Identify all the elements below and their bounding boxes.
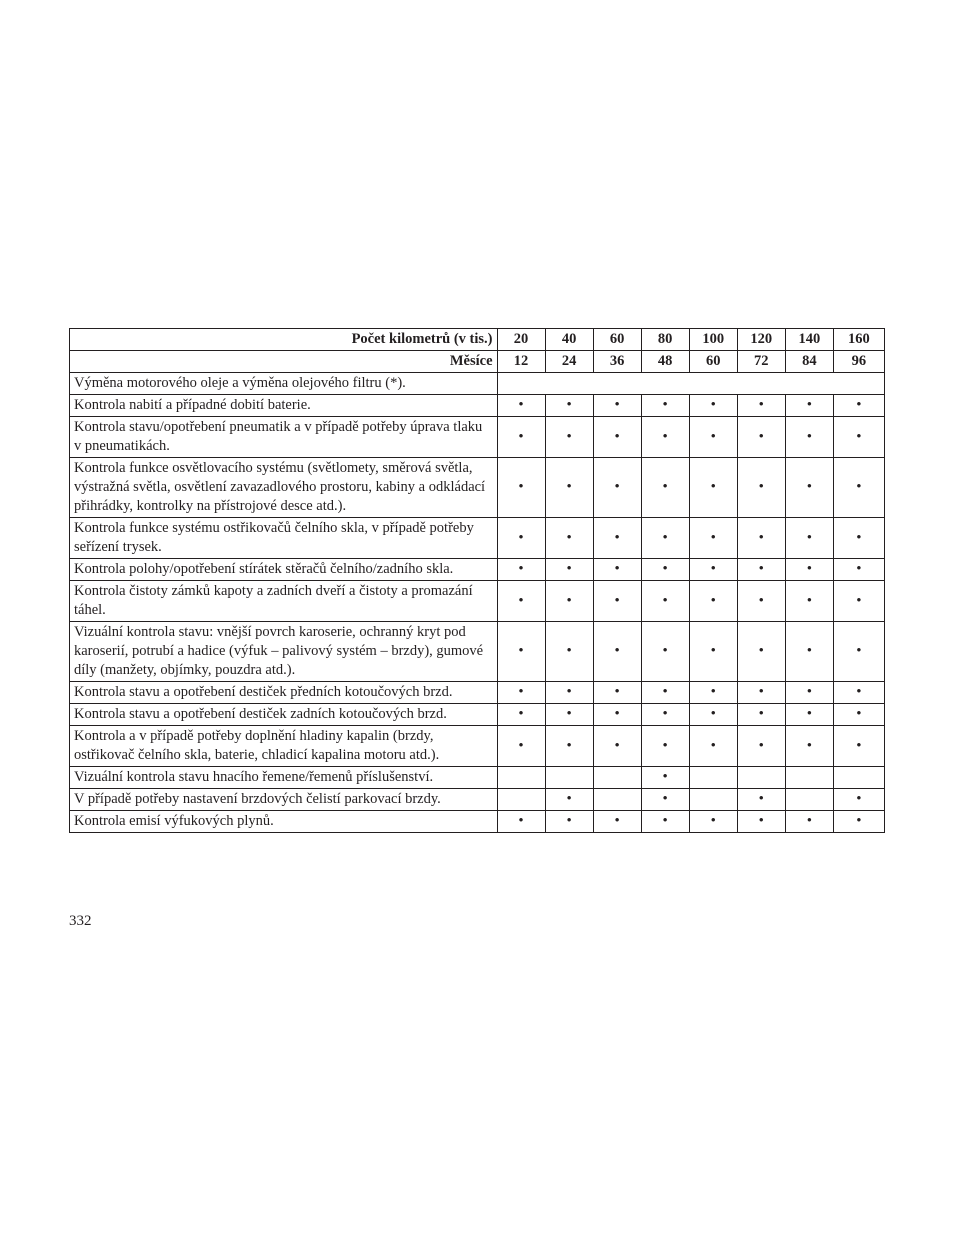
schedule-mark: • [545,417,593,458]
table-row [70,518,885,559]
schedule-mark: • [497,417,545,458]
schedule-mark: • [641,726,689,767]
schedule-mark: • [593,417,641,458]
schedule-mark: • [833,682,884,704]
schedule-mark [689,789,737,811]
task-description: Kontrola stavu a opotřebení destiček předních kotoučových brzd. [70,682,498,704]
months-value: 60 [689,351,737,373]
schedule-mark: • [545,789,593,811]
task-description: Kontrola čistoty zámků kapoty a zadních dveří a čistoty a promazání táhel. [70,581,498,622]
km-value: 140 [785,329,833,351]
task-description: Kontrola funkce systému ostřikovačů čelního skla, v případě potřeby seřízení trysek. [70,518,498,559]
schedule-mark: • [737,581,785,622]
schedule-mark: • [593,458,641,518]
km-value: 100 [689,329,737,351]
schedule-mark: • [641,704,689,726]
schedule-mark: • [689,704,737,726]
page-number: 332 [69,913,92,929]
schedule-mark: • [641,559,689,581]
schedule-mark: • [593,581,641,622]
km-value: 40 [545,329,593,351]
schedule-mark: • [497,518,545,559]
schedule-mark: • [737,559,785,581]
schedule-mark: • [641,767,689,789]
months-label: Měsíce [70,351,498,373]
schedule-mark: • [545,518,593,559]
table-row [70,458,885,518]
schedule-mark: • [497,458,545,518]
task-description: Kontrola stavu/opotřebení pneumatik a v případě potřeby úprava tlaku v pneumatikách. [70,417,498,458]
schedule-mark: • [545,726,593,767]
task-description: V případě potřeby nastavení brzdových čelistí parkovací brzdy. [70,789,498,811]
schedule-mark: • [833,726,884,767]
schedule-mark: • [497,559,545,581]
schedule-mark: • [545,811,593,833]
schedule-mark [689,767,737,789]
schedule-mark: • [593,395,641,417]
schedule-mark: • [497,726,545,767]
schedule-mark: • [593,559,641,581]
task-description: Vizuální kontrola stavu: vnější povrch karoserie, ochranný kryt pod karoserií, potrubí a hadice (výfuk – palivový systém – brzdy), gumové díly (manžety, objímky, pouzdra atd.). [70,622,498,682]
schedule-mark: • [785,704,833,726]
schedule-mark [833,767,884,789]
schedule-mark: • [497,622,545,682]
schedule-mark: • [641,811,689,833]
schedule-mark: • [785,458,833,518]
schedule-mark [785,789,833,811]
schedule-mark: • [833,559,884,581]
table-row [70,417,885,458]
schedule-mark: • [497,682,545,704]
schedule-mark: • [689,458,737,518]
table-row [70,704,885,726]
schedule-mark: • [593,518,641,559]
schedule-mark: • [593,726,641,767]
table-row [70,682,885,704]
schedule-mark: • [833,458,884,518]
merged-blank-cell [497,373,884,395]
schedule-mark: • [737,458,785,518]
schedule-mark: • [593,682,641,704]
schedule-mark: • [785,395,833,417]
months-value: 12 [497,351,545,373]
schedule-mark [593,789,641,811]
schedule-mark: • [833,811,884,833]
schedule-mark: • [545,458,593,518]
schedule-mark: • [689,395,737,417]
schedule-mark: • [737,622,785,682]
schedule-mark: • [689,518,737,559]
schedule-mark [593,767,641,789]
schedule-mark [545,767,593,789]
schedule-mark: • [785,417,833,458]
km-value: 60 [593,329,641,351]
schedule-mark: • [545,682,593,704]
schedule-mark: • [689,726,737,767]
schedule-mark: • [497,811,545,833]
schedule-mark: • [737,682,785,704]
km-value: 20 [497,329,545,351]
schedule-mark: • [737,789,785,811]
table-row [70,395,885,417]
schedule-mark: • [833,789,884,811]
schedule-mark: • [737,518,785,559]
task-description: Kontrola emisí výfukových plynů. [70,811,498,833]
schedule-mark: • [497,395,545,417]
schedule-mark: • [785,726,833,767]
schedule-mark: • [737,417,785,458]
schedule-mark [497,767,545,789]
schedule-mark: • [833,704,884,726]
table-row [70,622,885,682]
schedule-mark: • [689,622,737,682]
schedule-mark: • [689,581,737,622]
schedule-mark: • [737,811,785,833]
schedule-mark: • [737,704,785,726]
task-description: Kontrola funkce osvětlovacího systému (světlomety, směrová světla, výstražná světla, osvětlení zavazadlového prostoru, kabiny a odkládací přihrádky, kontrolky na přístrojové desce atd.). [70,458,498,518]
schedule-mark: • [785,811,833,833]
task-description: Vizuální kontrola stavu hnacího řemene/řemenů příslušenství. [70,767,498,789]
months-value: 96 [833,351,884,373]
schedule-mark: • [593,704,641,726]
table-row [70,789,885,811]
table-row [70,373,885,395]
table-row [70,811,885,833]
months-value: 84 [785,351,833,373]
schedule-mark: • [641,581,689,622]
schedule-mark: • [737,395,785,417]
table-row [70,767,885,789]
schedule-mark: • [545,622,593,682]
schedule-mark: • [497,581,545,622]
schedule-mark: • [641,682,689,704]
schedule-mark: • [689,559,737,581]
km-value: 160 [833,329,884,351]
schedule-mark: • [545,581,593,622]
schedule-mark: • [785,682,833,704]
schedule-mark: • [641,622,689,682]
task-description: Kontrola polohy/opotřebení stírátek stěračů čelního/zadního skla. [70,559,498,581]
schedule-mark: • [833,395,884,417]
schedule-mark: • [545,704,593,726]
months-value: 72 [737,351,785,373]
months-value: 24 [545,351,593,373]
schedule-mark: • [785,559,833,581]
schedule-mark: • [785,581,833,622]
schedule-mark [785,767,833,789]
schedule-mark: • [641,395,689,417]
task-description: Výměna motorového oleje a výměna olejového filtru (*). [70,373,498,395]
schedule-mark: • [593,622,641,682]
schedule-mark [737,767,785,789]
schedule-mark: • [785,518,833,559]
schedule-mark: • [833,581,884,622]
table-row [70,726,885,767]
schedule-mark: • [689,682,737,704]
schedule-mark: • [737,726,785,767]
table-row [70,559,885,581]
km-label: Počet kilometrů (v tis.) [70,329,498,351]
schedule-mark: • [833,417,884,458]
schedule-mark: • [641,518,689,559]
schedule-mark: • [833,518,884,559]
maintenance-schedule-table [69,328,885,833]
schedule-mark: • [785,622,833,682]
schedule-mark: • [641,458,689,518]
schedule-mark: • [593,811,641,833]
schedule-mark: • [641,417,689,458]
schedule-mark: • [689,417,737,458]
months-value: 48 [641,351,689,373]
task-description: Kontrola stavu a opotřebení destiček zadních kotoučových brzd. [70,704,498,726]
task-description: Kontrola a v případě potřeby doplnění hladiny kapalin (brzdy, ostřikovač čelního skla, baterie, chladicí kapalina motoru atd.). [70,726,498,767]
km-value: 80 [641,329,689,351]
header-row-months [70,351,885,373]
schedule-mark: • [545,559,593,581]
header-row-km [70,329,885,351]
schedule-mark: • [641,789,689,811]
task-description: Kontrola nabití a případné dobití baterie. [70,395,498,417]
schedule-mark: • [545,395,593,417]
schedule-mark: • [833,622,884,682]
km-value: 120 [737,329,785,351]
months-value: 36 [593,351,641,373]
table-row [70,581,885,622]
schedule-mark: • [689,811,737,833]
schedule-mark: • [497,704,545,726]
schedule-mark [497,789,545,811]
